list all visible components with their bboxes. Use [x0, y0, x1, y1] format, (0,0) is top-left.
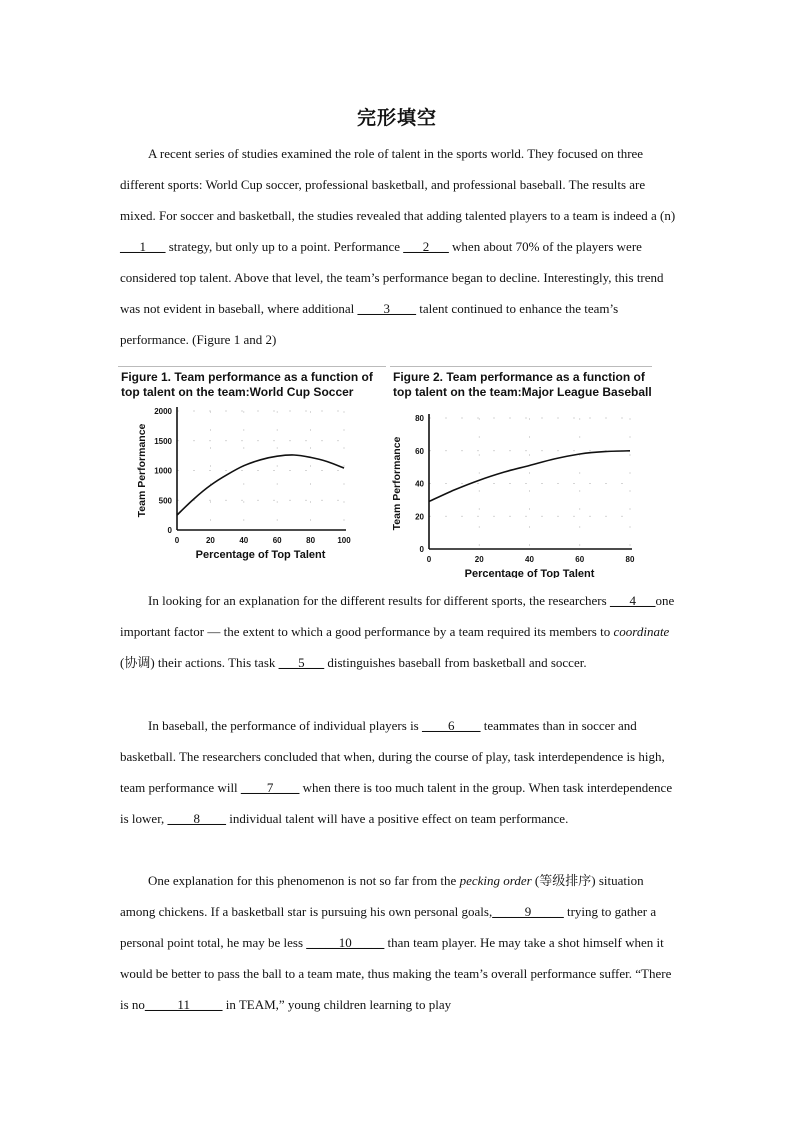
x-tick-label: 40	[239, 536, 249, 545]
y-axis-label: Team Performance	[136, 423, 148, 518]
paragraph-text: than team player. He may take a shot himself when it would be better to pass the ball to a team mate, thus making the team’s overall performance suffer. “There is no	[120, 935, 672, 1012]
figure-1-chart	[118, 366, 386, 566]
x-tick-label: 100	[337, 536, 351, 545]
paragraph-text: talent continued to enhance the team’s performance. (Figure 1 and 2)	[120, 301, 619, 347]
x-tick-label: 80	[625, 555, 635, 564]
answer-blank: ____8____	[167, 811, 226, 826]
x-tick-label: 60	[272, 536, 282, 545]
paragraph-3	[120, 710, 676, 834]
answer-blank: ___4___	[609, 593, 656, 608]
answer-blank: ____7____	[240, 780, 300, 795]
x-axis-label: Percentage of Top Talent	[464, 568, 595, 578]
y-tick-label: 500	[158, 496, 172, 506]
series-line	[177, 455, 344, 515]
x-tick-label: 20	[474, 555, 484, 564]
y-tick-label: 60	[415, 446, 424, 456]
x-tick-label: 60	[575, 555, 585, 564]
y-axis-label: Team Performance	[391, 436, 403, 531]
italic-term: pecking order	[459, 873, 532, 888]
y-tick-label: 0	[419, 545, 424, 554]
paragraph-text: A recent series of studies examined the role of talent in the sports world. They focused on three different sports: World Cup soccer, professional basketball, and professional baseball. The results are mixed. For soccer and basketball, the studies revealed that adding talented players to a team is indeed a (n)	[120, 146, 676, 223]
x-axis-label: Percentage of Top Talent	[195, 549, 326, 561]
paragraph-text: teammates than in soccer and basketball. The researchers concluded that when, during the course of play, task interdependence is high, team performance will	[120, 718, 665, 795]
answer-blank: _____9_____	[492, 904, 564, 919]
answer-blank: ____3____	[357, 301, 417, 316]
paragraph-4	[120, 865, 676, 1020]
figure-2-chart	[390, 366, 652, 578]
paragraph-text: strategy, but only up to a point. Performance	[165, 239, 404, 254]
paragraph-text: In looking for an explanation for the different results for different sports, the researchers	[148, 593, 610, 608]
paragraph-text: distinguishes baseball from basketball and soccer.	[324, 655, 587, 670]
italic-term: coordinate	[613, 624, 670, 639]
x-tick-label: 80	[306, 536, 316, 545]
y-tick-label: 80	[415, 414, 424, 423]
paragraph-text: trying to gather a personal point total, he may be less	[120, 904, 657, 950]
paragraph-1	[120, 138, 676, 355]
paragraph-text: individual talent will have a positive effect on team performance.	[226, 811, 569, 826]
y-tick-label: 40	[415, 479, 424, 489]
figure-2-title-line1: Figure 2. Team performance as a function of	[393, 370, 645, 384]
paragraph-text: (等级排序) situation among chickens. If a basketball star is pursuing his own personal goals,	[120, 873, 644, 919]
figure-1	[118, 366, 386, 566]
paragraph-text: in TEAM,” young children learning to play	[222, 997, 452, 1012]
y-tick-label: 1500	[154, 436, 172, 446]
paragraph-text: (协调) their actions. This task	[120, 655, 279, 670]
y-tick-label: 2000	[154, 407, 172, 416]
paragraph-text: when there is too much talent in the group. When task interdependence is lower,	[120, 780, 673, 826]
figure-1-title-line2: top talent on the team:World Cup Soccer	[121, 385, 354, 399]
series-line	[429, 451, 630, 502]
x-tick-label: 0	[174, 536, 180, 545]
x-tick-label: 40	[525, 555, 534, 564]
y-tick-label: 20	[415, 512, 424, 522]
y-tick-label: 0	[167, 526, 172, 535]
answer-blank: _____10_____	[306, 935, 385, 950]
paragraph-text: One explanation for this phenomenon is not so far from the	[148, 873, 460, 888]
y-tick-label: 1000	[154, 466, 172, 476]
paragraph-2	[120, 585, 676, 678]
answer-blank: ___1___	[120, 239, 166, 254]
x-tick-label: 20	[205, 536, 215, 545]
paragraph-text: when about 70% of the players were considered top talent. Above that level, the team’s performance began to decline. Interestingly, this trend was not evident in baseball, where additional	[120, 239, 664, 316]
answer-blank: ___2___	[403, 239, 449, 254]
page-title: 完形填空	[356, 107, 437, 129]
figure-1-title-line1: Figure 1. Team performance as a function of	[121, 370, 373, 384]
paragraph-text: In baseball, the performance of individual players is	[148, 718, 422, 733]
figure-2-title-line2: top talent on the team:Major League Baseball	[393, 385, 652, 399]
paragraph-text: one important factor — the extent to which a good performance by a team required its members to	[120, 593, 675, 639]
x-tick-label: 0	[426, 555, 432, 564]
answer-blank: _____11_____	[144, 997, 223, 1012]
figure-2	[390, 366, 652, 578]
answer-blank: ____6____	[422, 718, 481, 733]
answer-blank: ___5___	[278, 655, 325, 670]
